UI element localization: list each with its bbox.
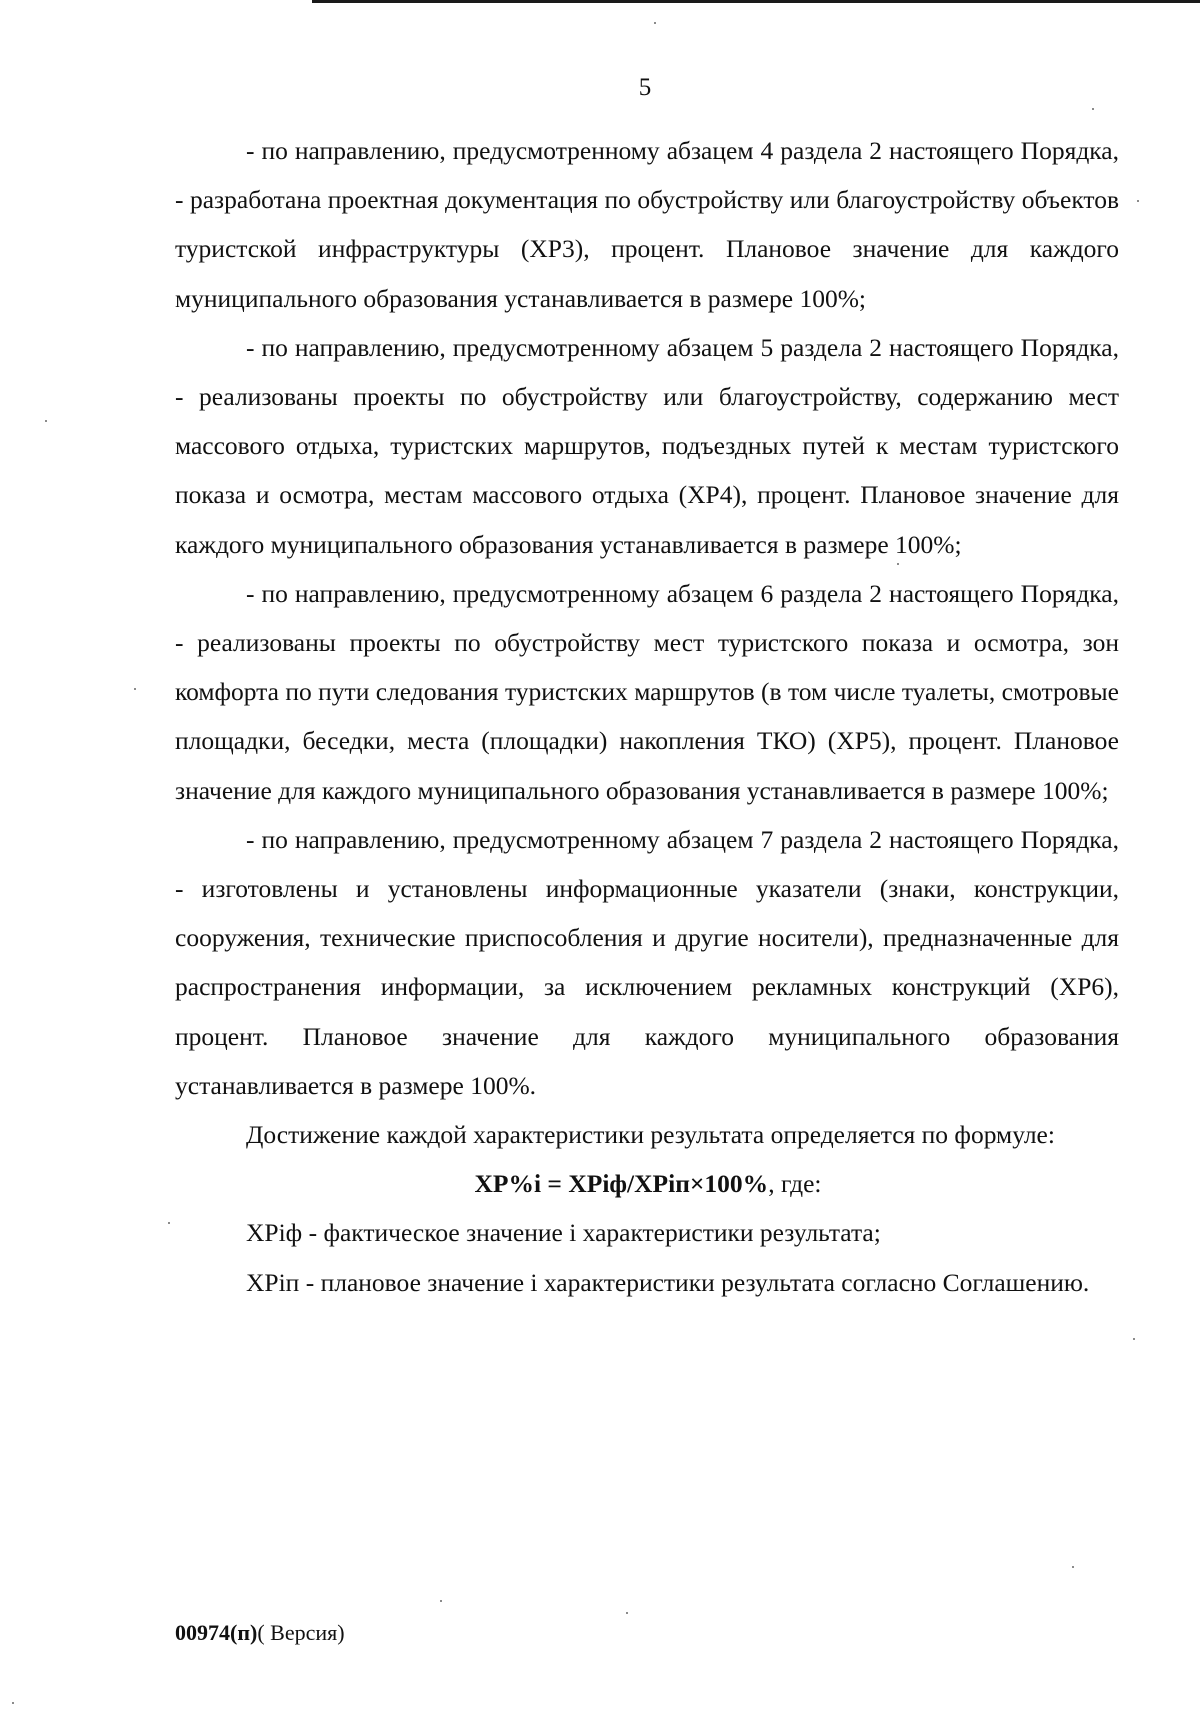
document-body [175, 126, 1119, 1307]
definition-fact: ХРіф - фактическое значение і характеристики результата; [246, 1218, 881, 1248]
formula [175, 1159, 1119, 1208]
paragraph-xr6: - по направлению, предусмотренному абзацем 7 раздела 2 настоящего Порядка, - изготовлены и установлены информационные указатели (знаки, конструкции, сооружения, технические приспособления и другие носители), предназначенные для распространения информации, за исключением рекламных конструкций (ХР6), процент. Плановое значение для каждого муниципального образования устанавливается в размере 100%. [175, 824, 1119, 1100]
document-code: 00974(п) [175, 1620, 258, 1645]
scan-speck [1133, 1338, 1135, 1340]
formula-expression: ХР%і = ХРіф/ХРіп×100% [474, 1169, 769, 1199]
page-number: 5 [638, 74, 652, 101]
paragraph-formula-intro: Достижение каждой характеристики результата определяется по формуле: [246, 1120, 1055, 1150]
scan-speck [1137, 200, 1139, 202]
scan-speck [440, 1600, 442, 1602]
paragraph-xr3: - по направлению, предусмотренному абзацем 4 раздела 2 настоящего Порядка, - разработана проектная документация по обустройству или благоустройству объектов туристской инфраструктуры (ХР3), процент. Плановое значение для каждого муниципального образования устанавливается в размере 100%; [175, 136, 1119, 313]
scan-speck [626, 1612, 628, 1614]
scan-speck [897, 563, 899, 565]
document-version: ( Версия) [257, 1620, 345, 1645]
scan-speck [134, 688, 136, 690]
scan-speck [654, 22, 656, 24]
formula-suffix: , где: [768, 1169, 822, 1199]
scan-speck [168, 1222, 170, 1224]
top-border-line [312, 0, 1200, 3]
paragraph-xr5: - по направлению, предусмотренному абзацем 6 раздела 2 настоящего Порядка, - реализованы проекты по обустройству мест туристского показа и осмотра, зон комфорта по пути следования туристских маршрутов (в том числе туалеты, смотровые площадки, беседки, места (площадки) накопления ТКО) (ХР5), процент. Плановое значение для каждого муниципального образования устанавливается в размере 100%; [175, 578, 1119, 805]
scan-speck [1072, 1566, 1074, 1568]
scan-speck [1092, 108, 1094, 110]
scan-speck [45, 420, 47, 422]
scan-speck [12, 1702, 14, 1704]
definition-plan: ХРіп - плановое значение і характеристики результата согласно Соглашению. [246, 1267, 1090, 1297]
document-footer [175, 1620, 345, 1646]
paragraph-xr4: - по направлению, предусмотренному абзацем 5 раздела 2 настоящего Порядка, - реализованы проекты по обустройству или благоустройству, содержанию мест массового отдыха, туристских маршрутов, подъездных путей к местам туристского показа и осмотра, местам массового отдыха (ХР4), процент. Плановое значение для каждого муниципального образования устанавливается в размере 100%; [175, 332, 1119, 559]
